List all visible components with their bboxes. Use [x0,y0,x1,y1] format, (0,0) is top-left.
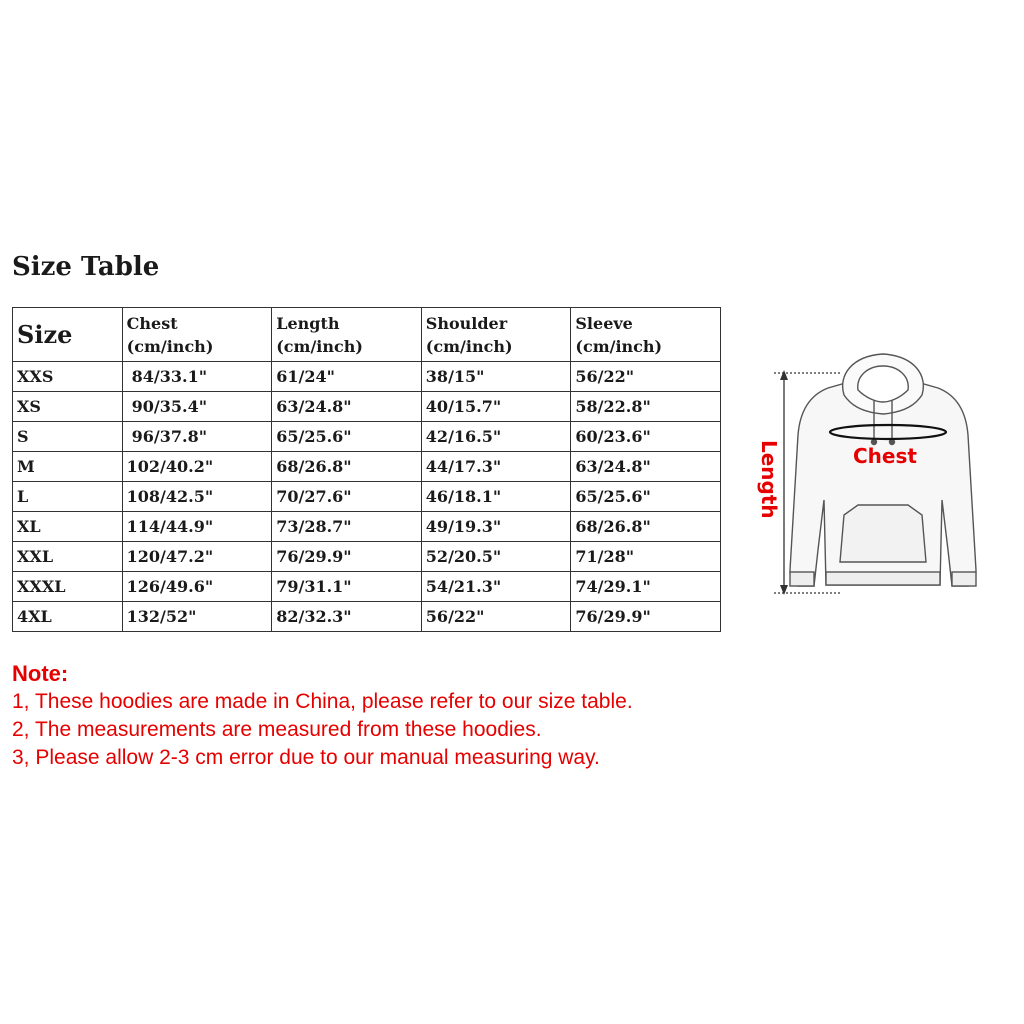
page-title: Size Table [12,252,160,282]
header-chest-label: Chest [126,313,178,333]
header-length-unit: (cm/inch) [276,336,363,356]
cell-length: 70/27.6" [272,482,422,512]
note-item: 1, These hoodies are made in China, please refer to our size table. [12,690,633,713]
cell-sleeve: 60/23.6" [571,422,721,452]
table-row [13,512,721,542]
cell-sleeve: 63/24.8" [571,452,721,482]
table-row [13,482,721,512]
cell-shoulder: 46/18.1" [421,482,571,512]
table-row [13,362,721,392]
cell-size: XL [13,512,123,542]
cell-length: 65/25.6" [272,422,422,452]
cell-chest: 90/35.4" [122,392,272,422]
cell-size: XXS [13,362,123,392]
table-row [13,602,721,632]
header-sleeve-label: Sleeve [575,313,633,333]
cell-chest: 108/42.5" [122,482,272,512]
length-label: Length [757,440,781,519]
size-table-header [13,308,721,362]
cell-sleeve: 58/22.8" [571,392,721,422]
cell-chest: 84/33.1" [122,362,272,392]
header-sleeve-unit: (cm/inch) [575,336,663,356]
note-item: 3, Please allow 2-3 cm error due to our manual measuring way. [12,746,600,769]
cell-shoulder: 40/15.7" [421,392,571,422]
cell-sleeve: 76/29.9" [571,602,721,632]
cell-shoulder: 44/17.3" [421,452,571,482]
header-sleeve [571,308,721,362]
header-chest [122,308,272,362]
cell-length: 79/31.1" [272,572,422,602]
cell-shoulder: 42/16.5" [421,422,571,452]
header-length [272,308,422,362]
cell-length: 61/24" [272,362,422,392]
cell-sleeve: 71/28" [571,542,721,572]
cell-size: 4XL [13,602,123,632]
cell-shoulder: 56/22" [421,602,571,632]
notes-title: Note: [12,661,69,686]
cell-size: XS [13,392,123,422]
cell-sleeve: 74/29.1" [571,572,721,602]
table-row [13,572,721,602]
chest-label: Chest [853,444,917,468]
cell-chest: 114/44.9" [122,512,272,542]
cell-sleeve: 68/26.8" [571,512,721,542]
cell-length: 73/28.7" [272,512,422,542]
table-row [13,392,721,422]
table-row [13,542,721,572]
table-row [13,422,721,452]
table-row [13,452,721,482]
cell-size: M [13,452,123,482]
cell-length: 68/26.8" [272,452,422,482]
header-chest-unit: (cm/inch) [126,336,214,356]
header-shoulder-label: Shoulder [425,313,508,333]
cell-size: XXXL [13,572,123,602]
cell-sleeve: 65/25.6" [571,482,721,512]
cell-shoulder: 52/20.5" [421,542,571,572]
cell-chest: 102/40.2" [122,452,272,482]
cell-length: 63/24.8" [272,392,422,422]
cell-length: 76/29.9" [272,542,422,572]
note-item: 2, The measurements are measured from these hoodies. [12,718,542,741]
cell-length: 82/32.3" [272,602,422,632]
cell-size: S [13,422,123,452]
header-row [13,308,721,362]
header-shoulder [421,308,571,362]
notes-section [12,660,633,772]
cell-shoulder: 54/21.3" [421,572,571,602]
cell-shoulder: 49/19.3" [421,512,571,542]
cell-chest: 132/52" [122,602,272,632]
header-size: Size [13,308,123,362]
hoodie-outline-icon [790,354,976,586]
size-table-body [13,362,721,632]
cell-chest: 96/37.8" [122,422,272,452]
cell-size: L [13,482,123,512]
size-table [12,307,721,632]
cell-sleeve: 56/22" [571,362,721,392]
header-length-label: Length [276,313,340,333]
header-shoulder-unit: (cm/inch) [425,336,513,356]
cell-chest: 126/49.6" [122,572,272,602]
cell-chest: 120/47.2" [122,542,272,572]
cell-shoulder: 38/15" [421,362,571,392]
cell-size: XXL [13,542,123,572]
